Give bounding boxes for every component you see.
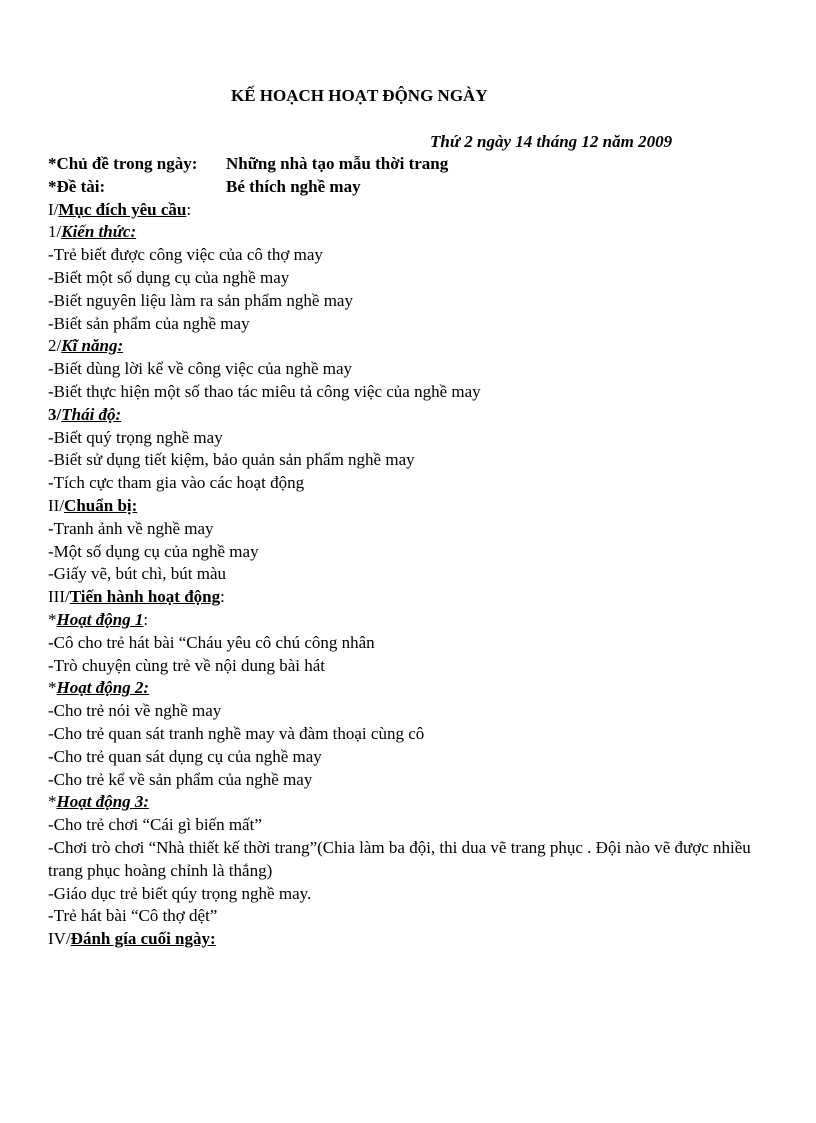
activity2-prefix: *	[48, 678, 57, 698]
attitude-title: Thái độ:	[61, 404, 122, 424]
document-body	[48, 153, 783, 951]
list-item: -Biết sản phẩm của nghề may	[48, 313, 250, 333]
list-item: -Cho trẻ chơi “Cái gì biến mất”	[48, 815, 262, 835]
knowledge-prefix: 1/	[48, 222, 62, 242]
list-item: -Cho trẻ quan sát tranh nghề may và đàm thoại cùng cô	[48, 723, 425, 743]
topic-row	[48, 153, 783, 176]
list-item: -Tranh ảnh về nghề may	[48, 518, 214, 538]
subject-row	[48, 176, 783, 199]
activity1-suffix: :	[143, 609, 149, 629]
list-item: -Biết thực hiện một số thao tác miêu tả công việc của nghề may	[48, 381, 481, 401]
section4-title: Đánh gía cuối ngày:	[70, 929, 216, 949]
activity3-heading	[48, 791, 783, 814]
list-item: -Cô cho trẻ hát bài “Cháu yêu cô chú công nhân	[48, 632, 375, 652]
activity2-heading	[48, 677, 783, 700]
list-item: -Trẻ biết được công việc của cô thợ may	[48, 245, 323, 265]
list-item: -Cho trẻ quan sát dụng cụ của nghề may	[48, 746, 322, 766]
list-item: -Trò chuyện cùng trẻ về nội dung bài hát	[48, 655, 325, 675]
list-item: -Chơi trò chơi “Nhà thiết kế thời trang”(Chia làm ba đội, thi dua vẽ trang phục . Đội nào vẽ được nhiều trang phục hoàng chỉnh là thắng)	[48, 837, 751, 880]
subject-label: *Đề tài:	[48, 176, 106, 196]
list-item: -Trẻ hát bài “Cô thợ dệt”	[48, 906, 218, 926]
skills-heading	[48, 335, 783, 358]
list-item: -Cho trẻ nói về nghề may	[48, 701, 222, 721]
skills-title: Kĩ năng:	[61, 336, 124, 356]
document-title: KẾ HOẠCH HOẠT ĐỘNG NGÀY	[231, 86, 488, 105]
topic-value: Những nhà tạo mẫu thời trang	[226, 154, 449, 173]
section3-heading	[48, 586, 783, 609]
skills-prefix: 2/	[48, 336, 62, 356]
activity1-heading	[48, 609, 783, 632]
subject-value: Bé thích nghề may	[226, 176, 361, 196]
list-item: -Giáo dục trẻ biết qúy trọng nghề may.	[48, 883, 312, 903]
activity2-title: Hoạt động 2:	[56, 678, 150, 698]
section1-title: Mục đích yêu cầu	[58, 199, 187, 219]
activity1-title: Hoạt động 1	[56, 609, 144, 629]
section3-suffix: :	[220, 587, 225, 607]
activity3-title: Hoạt động 3:	[56, 792, 150, 812]
list-item: -Biết dùng lời kể về công việc của nghề may	[48, 359, 353, 379]
knowledge-title: Kiến thức:	[61, 222, 137, 242]
list-item: -Biết sử dụng tiết kiệm, bảo quản sản phẩm nghề may	[48, 450, 415, 470]
list-item: -Cho trẻ kể về sản phẩm của nghề may	[48, 769, 313, 789]
list-item: -Biết quý trọng nghề may	[48, 427, 223, 447]
attitude-prefix: 3/	[48, 404, 62, 424]
section1-heading	[48, 199, 783, 222]
section3-title: Tiến hành hoạt động	[69, 587, 221, 607]
attitude-heading	[48, 404, 783, 427]
section2-heading	[48, 495, 783, 518]
list-item: -Một số dụng cụ của nghề may	[48, 541, 259, 561]
section3-prefix: III/	[48, 587, 70, 607]
document-date: Thứ 2 ngày 14 tháng 12 năm 2009	[430, 132, 673, 151]
list-item: -Biết một số dụng cụ của nghề may	[48, 267, 290, 287]
section1-prefix: I/	[48, 199, 59, 219]
section2-title: Chuẩn bị:	[64, 495, 138, 515]
topic-label: *Chủ đề trong ngày:	[48, 154, 198, 173]
activity1-prefix: *	[48, 609, 57, 629]
section4-prefix: IV/	[48, 929, 71, 949]
activity3-prefix: *	[48, 792, 57, 812]
list-item: -Tích cực tham gia vào các hoạt động	[48, 473, 305, 493]
section2-prefix: II/	[48, 495, 65, 515]
section4-heading	[48, 928, 783, 951]
section1-suffix: :	[186, 199, 192, 219]
knowledge-heading	[48, 221, 783, 244]
list-item: -Biết nguyên liệu làm ra sản phẩm nghề may	[48, 290, 353, 310]
list-item: -Giấy vẽ, bút chì, bút màu	[48, 564, 226, 584]
